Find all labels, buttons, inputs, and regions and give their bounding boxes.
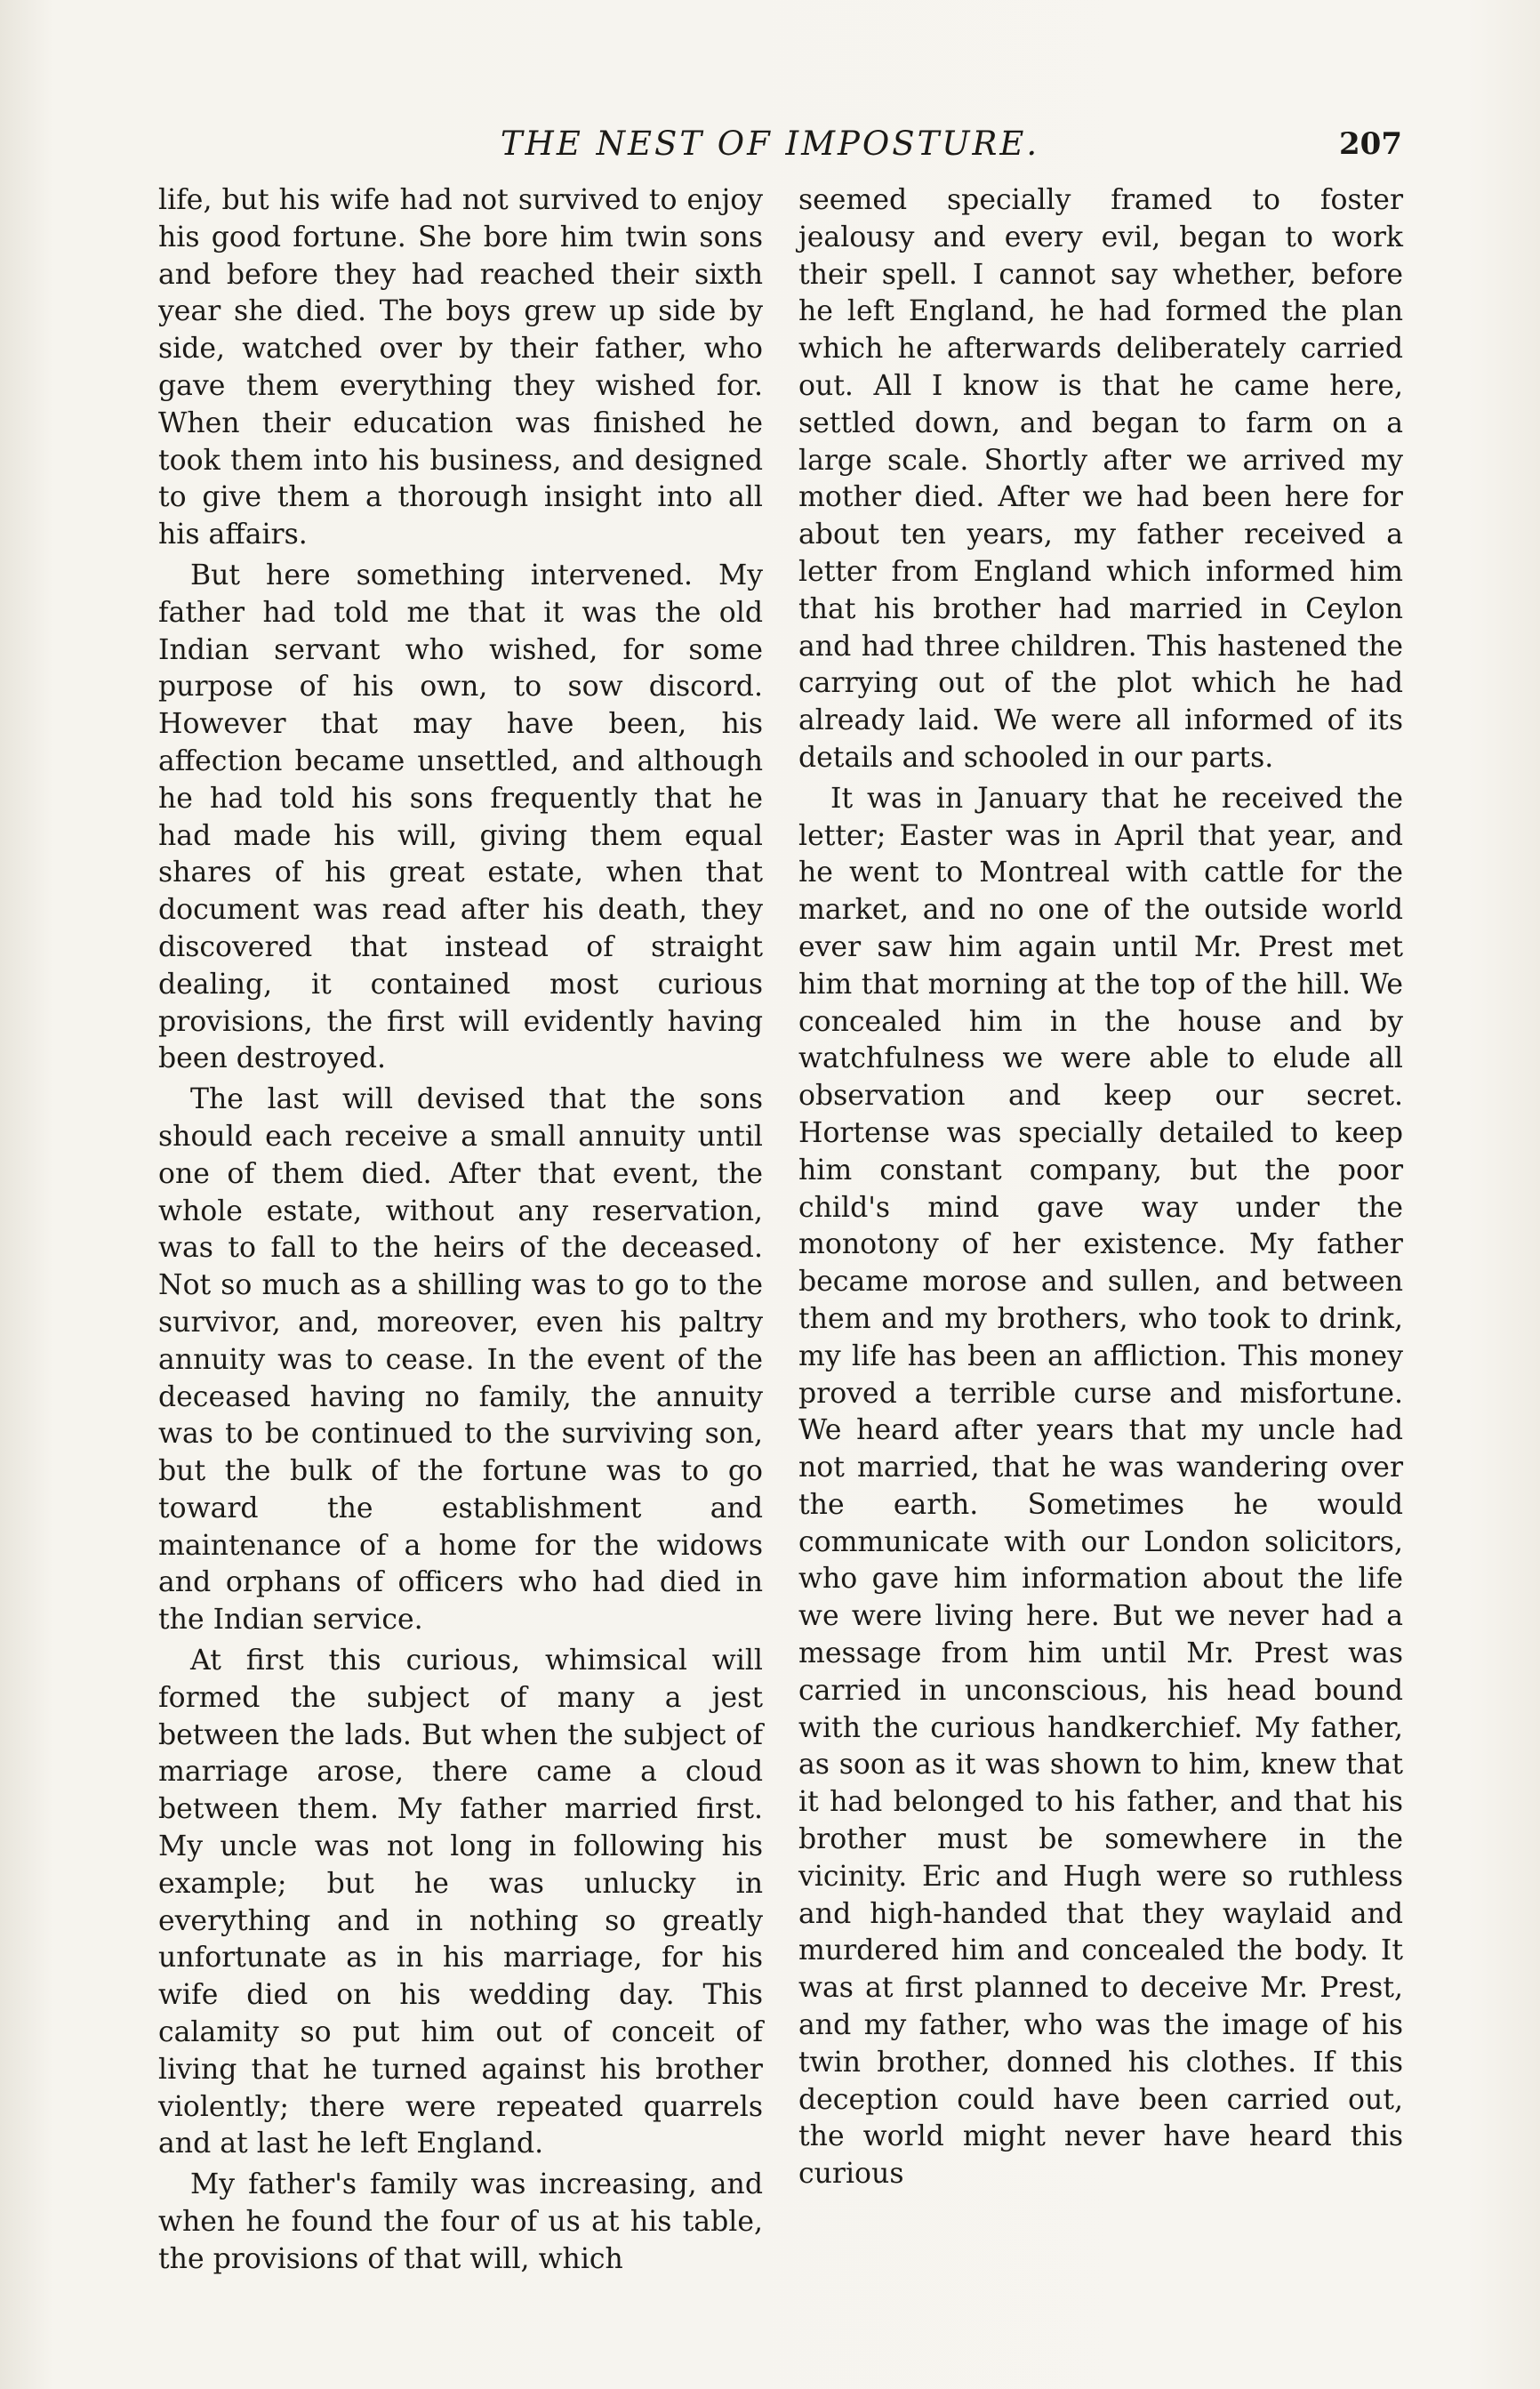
right-column — [798, 182, 1403, 2193]
paragraph: It was in January that he received the letter; Easter was in April that year, and he went to Montreal with cattle for the market, and no one of the outside world ever saw him again until Mr. Prest met him that morning at the top of the hill. We concealed him in the house and by watchfulness we were able to elude all observation and keep our secret. Hortense was specially detailed to keep him constant company, but the poor child's mind gave way under the monotony of her existence. My father became morose and sullen, and between them and my brothers, who took to drink, my life has been an affliction. This money proved a terrible curse and misfortune. We heard after years that my uncle had not married, that he was wandering over the earth. Sometimes he would communicate with our London solicitors, who gave him information about the life we were living here. But we never had a message from him until Mr. Prest was carried in unconscious, his head bound with the curious handkerchief. My father, as soon as it was shown to him, knew that it had belonged to his father, and that his brother must be somewhere in the vicinity. Eric and Hugh were so ruthless and high-handed that they waylaid and murdered him and concealed the body. It was at first planned to deceive Mr. Prest, and my father, who was the image of his twin brother, donned his clothes. If this deception could have been carried out, the world might never have heard this curious — [798, 782, 1403, 2191]
paragraph: life, but his wife had not survived to enjoy his good fortune. She bore him twin sons and before they had reached their sixth year she died. The boys grew up side by side, watched over by their father, who gave them everything they wished for. When their education was finished he took them into his business, and designed to give them a thorough insight into all his affairs. — [158, 184, 763, 551]
paragraph: The last will devised that the sons should each receive a small annuity until one of them died. After that event, the whole estate, without any reservation, was to fall to the heirs of the deceased. Not so much as a shilling was to go to the survivor, and, moreover, even his paltry annuity was to cease. In the event of the deceased having no family, the annuity was to be continued to the surviving son, but the bulk of the fortune was to go toward the establishment and maintenance of a home for the widows and orphans of officers who had died in the Indian service. — [158, 1083, 763, 1637]
paragraph: My father's family was increasing, and when he found the four of us at his table, the provisions of that will, which — [158, 2168, 763, 2275]
left-column — [158, 182, 763, 2279]
page-number: 207 — [1339, 126, 1402, 162]
running-title: THE NEST OF IMPOSTURE. — [500, 125, 1040, 163]
paragraph: seemed specially framed to foster jealousy and every evil, began to work their spell. I cannot say whether, before he left England, he had formed the plan which he afterwards deliberately carried out. All I know is that he came here, settled down, and began to farm on a large scale. Shortly after we arrived my mother died. After we had been here for about ten years, my father received a letter from England which informed him that his brother had married in Ceylon and had three children. This hastened the carrying out of the plot which he had already laid. We were all informed of its details and schooled in our parts. — [798, 184, 1403, 774]
page-header — [0, 117, 1540, 171]
paragraph: But here something intervened. My father had told me that it was the old Indian servant who wished, for some purpose of his own, to sow discord. However that may have been, his affection became unsettled, and although he had told his sons frequently that he had made his will, giving them equal shares of his great estate, when that document was read after his death, they discovered that instead of straight dealing, it contained most curious provisions, the first will evidently having been destroyed. — [158, 559, 763, 1075]
paragraph: At first this curious, whimsical will formed the subject of many a jest between the lads. But when the subject of marriage arose, there came a cloud between them. My father married first. My uncle was not long in following his example; but he was unlucky in everything and in nothing so greatly unfortunate as in his marriage, for his wife died on his wedding day. This calamity so put him out of conceit of living that he turned against his brother violently; there were repeated quarrels and at last he left England. — [158, 1645, 763, 2160]
